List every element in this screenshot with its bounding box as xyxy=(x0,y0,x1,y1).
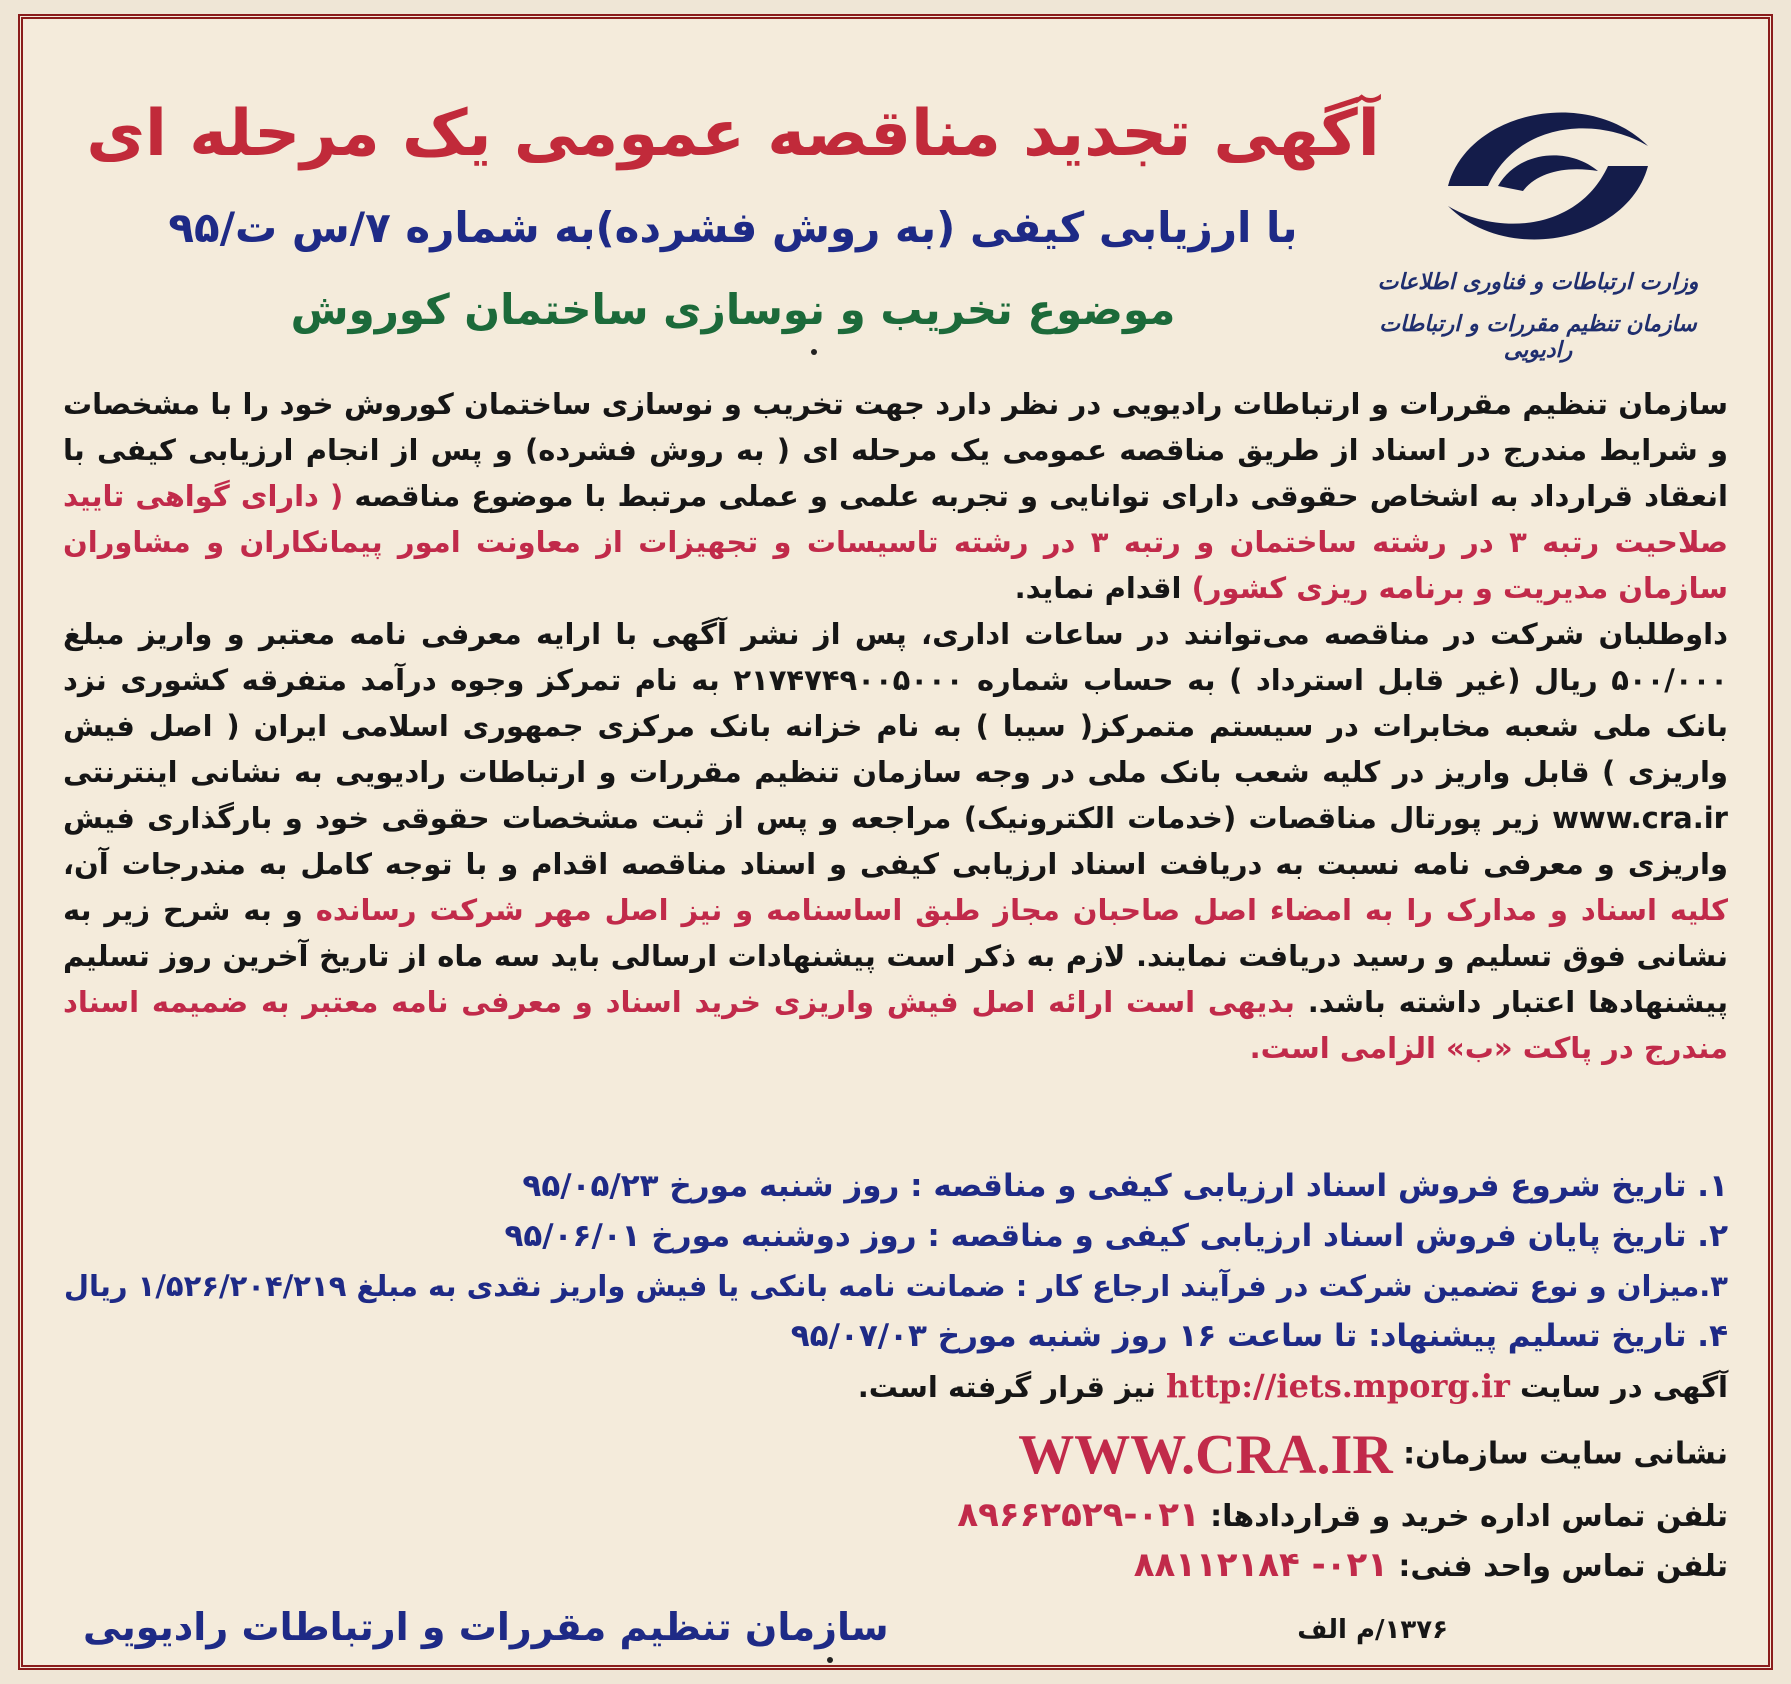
logo-org-name: سازمان تنظیم مقررات و ارتباطات رادیویی xyxy=(1379,311,1697,363)
envelope-requirement: بدیهی است ارائه اصل فیش واریزی خرید اسناد و معرفی نامه معتبر به ضمیمه اسناد مندرج در پاکت «ب» الزامی است. xyxy=(63,985,1728,1065)
schedule-list xyxy=(63,1161,1728,1361)
technical-phone xyxy=(1134,1545,1728,1585)
technical-phone-label: تلفن تماس واحد فنی: xyxy=(1398,1549,1728,1584)
purchase-phone xyxy=(957,1495,1728,1535)
announcement-body xyxy=(63,381,1728,1071)
site-notice xyxy=(858,1367,1728,1405)
list-item: ۳.میزان و نوع تضمین شرکت در فرآیند ارجاع کار : ضمانت نامه بانکی یا فیش واریز نقدی به مبلغ ۱/۵۲۶/۲۰۴/۲۱۹ ریال xyxy=(63,1269,1728,1303)
logo-block xyxy=(1368,71,1728,361)
logo-ministry-name: وزارت ارتباطات و فناوری اطلاعات xyxy=(1377,269,1699,295)
org-site-url-link[interactable]: WWW.CRA.IR xyxy=(1018,1424,1393,1486)
instructions-text-3: و به شرح زیر به نشانی فوق تسلیم و رسید دریافت نمایند. لازم به ذکر است پیشنهادات ارسالی باید سه ماه از تاریخ آخرین روز تسلیم پیشنهادها اعتبار داشته باشد. xyxy=(63,893,1728,1019)
instructions-text: داوطلبان شرکت در مناقصه می‌توانند در ساعات اداری، پس از نشر آگهی با ارایه معرفی نامه معتبر و واریز مبلغ ۵۰۰/۰۰۰ ریال (غیر قابل استرداد ) به حساب شماره ۲۱۷۴۷۴۹۰۰۵۰۰۰ به نام تمرکز وجوه درآمد متفرقه کشوری نزد بانک ملی شعبه مخابرات در سیستم متمرکز( سیبا ) به نام خزانه بانک مرکزی جمهوری اسلامی ایران ( اصل فیش واریزی ) قابل واریز در کلیه شعب بانک ملی در وجه سازمان تنظیم مقررات و ارتباطات رادیویی به نشانی اینترنتی xyxy=(63,617,1728,789)
qualification-requirement: ( دارای گواهی تایید صلاحیت رتبه ۳ در رشته ساختمان و رتبه ۳ در رشته تاسیسات و تجهیزات از معاونت امور پیمانکاران و مشاوران سازمان مدیریت و برنامه ریزی کشور) xyxy=(63,479,1728,605)
signature-requirement: کلیه اسناد و مدارک را به امضاء اصل صاحبان مجاز طبق اساسنامه و نیز اصل مهر شرکت رسانده xyxy=(315,893,1728,927)
list-item: ۱. تاریخ شروع فروش اسناد ارزیابی کیفی و مناقصه : روز شنبه مورخ ۹۵/۰۵/۲۳ xyxy=(522,1168,1728,1204)
purchase-phone-label: تلفن تماس اداره خرید و قراردادها: xyxy=(1210,1499,1728,1534)
paragraph-intro xyxy=(63,381,1728,611)
announcement-sheet xyxy=(18,14,1773,1670)
intro-text-end: اقدام نماید. xyxy=(1014,571,1182,605)
iets-url-link[interactable]: http://iets.mporg.ir xyxy=(1166,1367,1510,1405)
decorative-dot xyxy=(827,1657,833,1663)
tender-subject: موضوع تخریب و نوسازی ساختمان کوروش xyxy=(290,285,1176,334)
list-item: ۴. تاریخ تسلیم پیشنهاد: تا ساعت ۱۶ روز شنبه مورخ ۹۵/۰۷/۰۳ xyxy=(790,1318,1728,1354)
footer-reference: ۱۳۷۶/م الف xyxy=(1297,1615,1448,1645)
cra-url-link[interactable]: www.cra.ir xyxy=(1552,801,1728,835)
site-notice-before: آگهی در سایت xyxy=(1519,1370,1728,1404)
ministry-logo-icon xyxy=(1438,91,1658,261)
technical-phone-number: ۰۲۱- ۸۸۱۱۲۱۸۴ xyxy=(1133,1545,1388,1585)
page-title: آگهی تجدید مناقصه عمومی یک مرحله ای xyxy=(86,97,1380,171)
site-notice-after: نیز قرار گرفته است. xyxy=(857,1370,1156,1404)
paragraph-instructions xyxy=(63,611,1728,1071)
purchase-phone-number: ۰۲۱-۸۹۶۶۲۵۲۹ xyxy=(957,1495,1200,1535)
intro-text: سازمان تنظیم مقررات و ارتباطات رادیویی در نظر دارد جهت تخریب و نوسازی ساختمان کوروش خود را با مشخصات و شرایط مندرج در اسناد از طریق مناقصه عمومی یک مرحله ای ( به روش فشرده) و پس از انجام ارزیابی کیفی با انعقاد قرارداد به اشخاص حقوقی دارای توانایی و تجربه علمی و عملی مرتبط با موضوع مناقصه xyxy=(63,387,1728,513)
tender-number: با ارزیابی کیفی (به روش فشرده)به شماره ۷/س ت/۹۵ xyxy=(168,203,1298,252)
decorative-dot xyxy=(811,349,817,355)
org-site-line xyxy=(1018,1423,1728,1487)
org-site-label: نشانی سایت سازمان: xyxy=(1403,1436,1728,1472)
instructions-text-2: زیر پورتال مناقصات (خدمات الکترونیک) مراجعه و پس از ثبت مشخصات حقوقی خود و بارگذاری فیش واریزی و معرفی نامه نسبت به دریافت اسناد ارزیابی کیفی و اسناد مناقصه اقدام و با توجه کامل به مندرجات آن، xyxy=(63,801,1728,881)
list-item: ۲. تاریخ پایان فروش اسناد ارزیابی کیفی و مناقصه : روز دوشنبه مورخ ۹۵/۰۶/۰۱ xyxy=(504,1218,1728,1254)
footer-organization: سازمان تنظیم مقررات و ارتباطات رادیویی xyxy=(83,1605,889,1649)
